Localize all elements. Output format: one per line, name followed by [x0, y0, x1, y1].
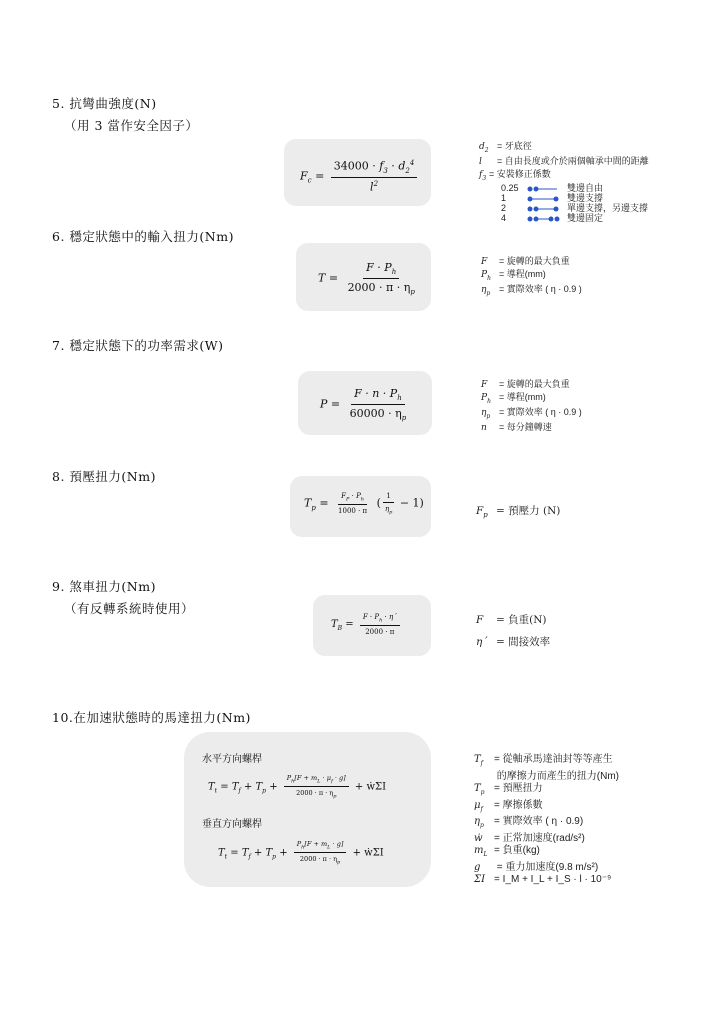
legend-9-item: F = 負重(N) — [476, 614, 547, 626]
section-7-title: 7. 穩定狀態下的功率需求(W) — [52, 338, 224, 353]
formula-9: $T_B$ = $\frac{F \cdot P_h \cdot \eta´}{2000 \cdot \pi}$ — [331, 613, 403, 636]
legend-10-item: ẇ = 正常加速度(rad/s²) — [474, 832, 585, 844]
section-9-title: 9. 煞車扭力(Nm) — [52, 579, 156, 594]
section-9-note: （有反轉系統時使用） — [64, 601, 195, 616]
horizontal-screw-label: 水平方向螺桿 — [202, 754, 262, 765]
legend-10-item: $\mu_f$ = 摩擦係數 — [474, 799, 543, 813]
legend-7-item: $\eta_p$ = 實際效率 ( η · 0.9 ) — [481, 406, 582, 420]
formula-5: $F_c$ = $\frac{34000 \cdot f_3 \cdot d_2^4}{l^2}$ — [300, 159, 420, 194]
formula-8: $T_p$ = $\frac{F_P \cdot P_h}{1000 \cdot \pi}$ ( $\frac{1}{\eta_p}$ − 1) — [304, 492, 424, 516]
legend-6-item: F = 旋轉的最大負重 — [481, 256, 570, 267]
formula-10-horizontal: $T_t = T_f + T_p$ + $\frac{P_h[F + m_L \cdot \mu_f \cdot g]}{2000 \cdot \pi \cdot \eta_p}$ + ẇΣI — [208, 774, 387, 800]
legend-7-item: n = 每分鐘轉速 — [481, 422, 552, 434]
legend-7-item: $P_h$ = 導程(mm) — [481, 391, 546, 405]
legend-8: $F_p$ = 預壓力 (N) — [476, 505, 561, 520]
formula-box-5 — [284, 139, 431, 206]
legend-10 — [474, 754, 619, 887]
legend-7-item: F = 旋轉的最大負重 — [481, 379, 570, 390]
legend-5-item: $d_2$ = 牙底徑 — [479, 141, 532, 154]
support-both-icon — [527, 195, 561, 203]
formula-box-10 — [184, 732, 431, 887]
legend-10-item: $T_f$ = 從軸承馬達油封等等產生 — [474, 754, 613, 767]
legend-10-item: ΣI = I_M + I_L + I_S · l · 10⁻⁹ — [474, 874, 612, 885]
section-10-title: 10.在加速狀態時的馬達扭力(Nm) — [52, 710, 251, 725]
support-row-both: 1 雙邊支撐 — [501, 193, 604, 204]
legend-10-item: g = 重力加速度(9.8 m/s²) — [474, 861, 599, 873]
support-row-single: 2 單邊支撐，另邊支撐 — [501, 203, 649, 214]
legend-10-item: 的摩擦力而產生的扭力(Nm) — [494, 770, 619, 782]
section-5-note: （用 3 當作安全因子） — [64, 118, 199, 133]
legend-7 — [481, 379, 582, 435]
formula-box-8 — [290, 476, 431, 537]
formula-6: T = $\frac{F \cdot P_h}{2000 \cdot \pi \cdot \eta_p}$ — [318, 261, 415, 297]
section-8-title: 8. 預壓扭力(Nm) — [52, 469, 156, 484]
formula-7: P = $\frac{F \cdot n \cdot P_h}{60000 \cdot \eta_p}$ — [320, 387, 407, 423]
legend-6 — [481, 256, 582, 299]
legend-5-item: l = 自由長度或介於兩個軸承中間的距離 — [479, 156, 649, 168]
formula-box-6 — [296, 243, 431, 311]
formula-box-7 — [298, 371, 432, 435]
legend-10-item: $m_L$ = 負重(kg) — [474, 845, 540, 858]
legend-5 — [479, 141, 649, 224]
legend-6-item: $P_h$ = 導程(mm) — [481, 268, 546, 282]
legend-6-item: $\eta_p$ = 實際效率 ( η · 0.9 ) — [481, 283, 582, 297]
support-types — [479, 184, 649, 224]
support-free-icon — [527, 185, 561, 193]
legend-10-item: $T_p$ = 預壓扭力 — [474, 783, 543, 796]
section-6-title: 6. 穩定狀態中的輸入扭力(Nm) — [52, 229, 234, 244]
support-single-icon — [527, 205, 561, 213]
formula-10-vertical: $T_t = T_f + T_p$ + $\frac{P_h[F + m_L \cdot g]}{2000 \cdot \pi \cdot \eta_p}$ + ẇΣI — [218, 840, 384, 866]
support-row-free: 0.25 雙邊自由 — [501, 183, 604, 194]
support-fixed-icon — [527, 215, 561, 223]
legend-9 — [476, 609, 550, 653]
support-row-fixed: 4 雙邊固定 — [501, 213, 604, 224]
formula-box-9 — [313, 595, 431, 656]
legend-9-item: η´ = 間接效率 — [476, 636, 551, 648]
legend-5-item: $f_3$ = 安裝修正係數 — [479, 168, 551, 182]
section-5-title: 5. 抗彎曲強度(N) — [52, 96, 157, 111]
vertical-screw-label: 垂直方向螺桿 — [202, 819, 262, 830]
legend-10-item: $\eta_p$ = 實際效率 ( η · 0.9) — [474, 816, 584, 829]
